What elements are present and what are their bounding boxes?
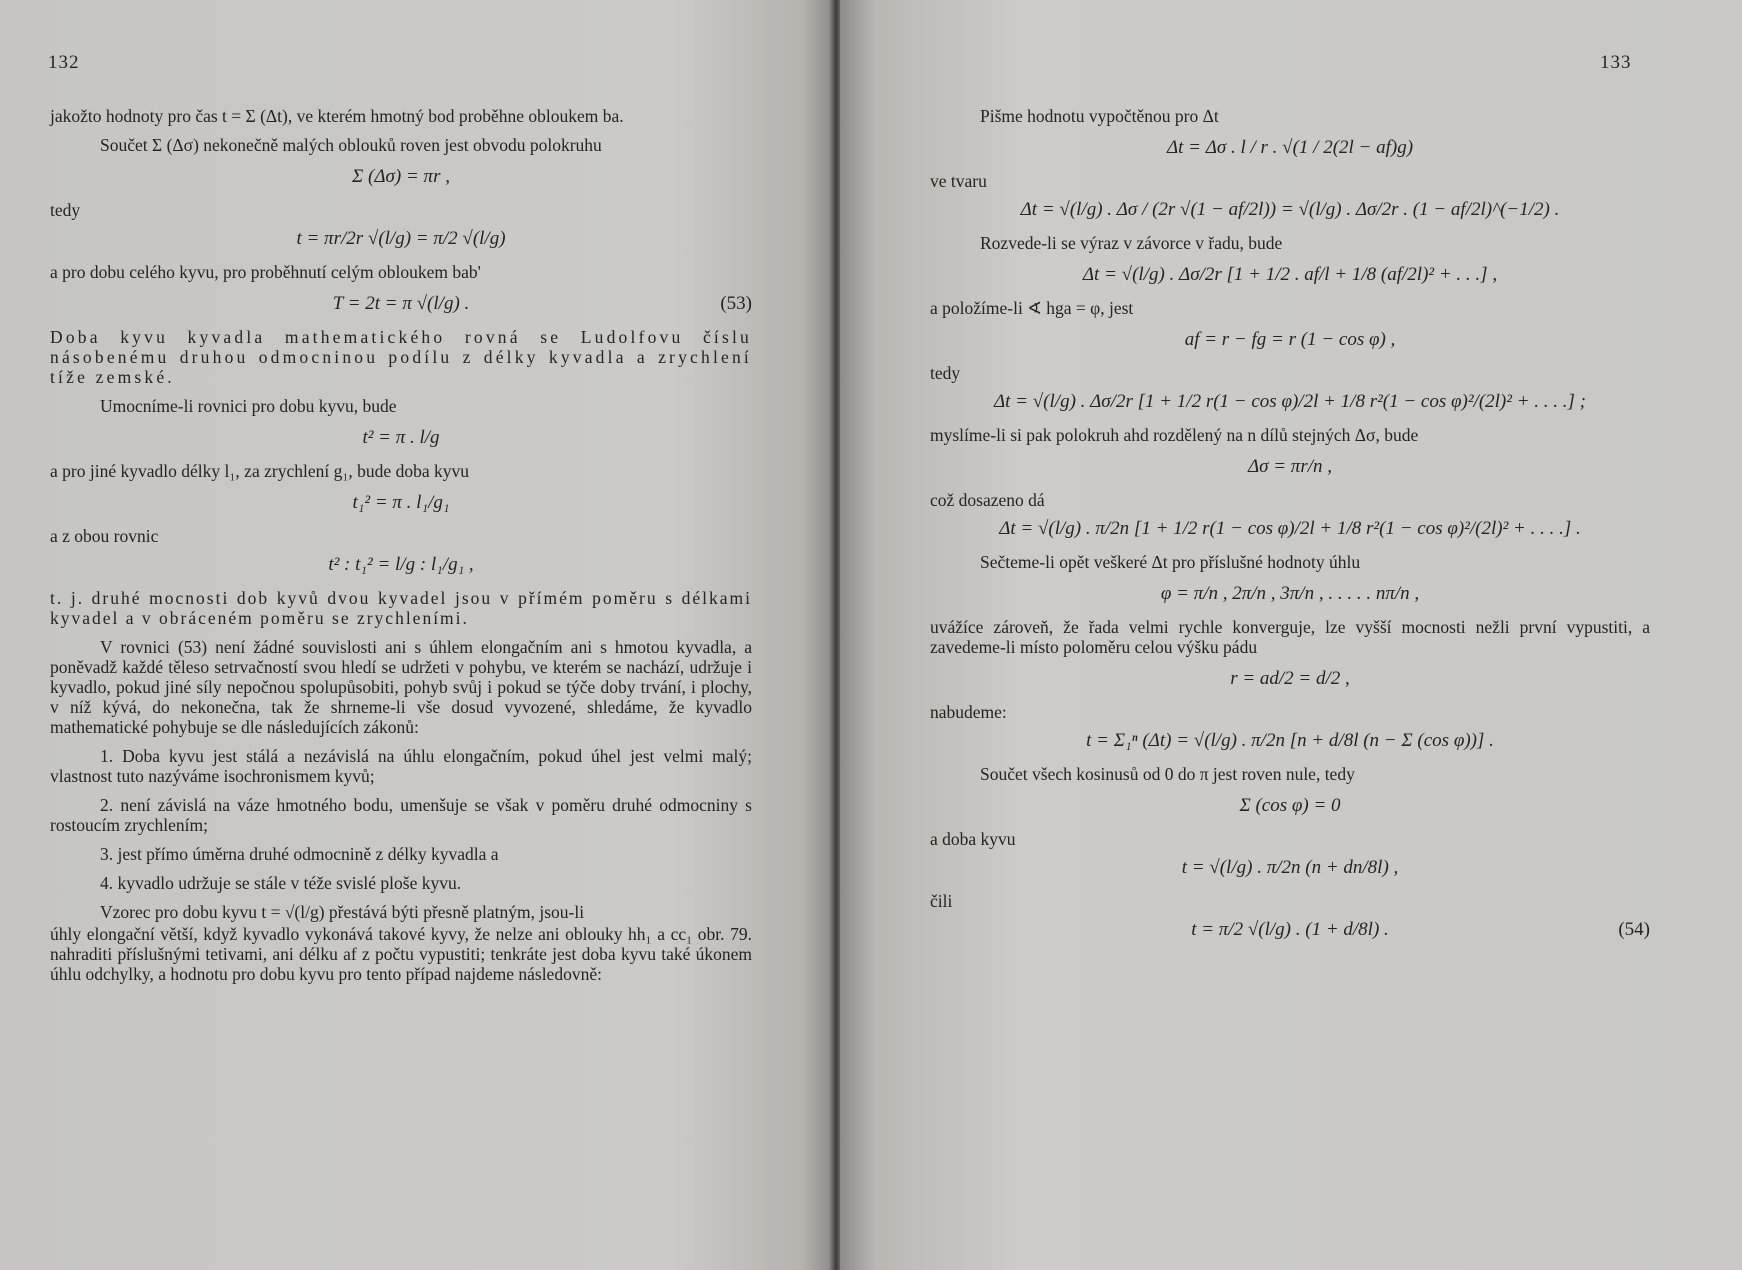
- equation: Δt = Δσ . l / r . √(1 / 2(2l − af)g): [1166, 137, 1414, 158]
- paragraph: úhly elongační větší, když kyvadlo vykonává takové kyvy, že nelze ani oblouky hh₁ a cc₁ obr. 79. nahraditi příslušnými tetivami, ani délku af z počtu vypustiti; tenkráte jest doba kyvu také úkonem úhlu odchylky, a hodnotu pro dobu kyvu pro tento případ najdeme následovně:: [50, 924, 752, 984]
- paragraph: Součet všech kosinusů od 0 do π jest roven nule, tedy: [980, 764, 1355, 784]
- label: čili: [930, 891, 953, 911]
- paragraph: Sečteme-li opět veškeré Δt pro příslušné hodnoty úhlu: [980, 552, 1361, 572]
- equation-body: t = π/2 √(l/g) . (1 + d/8l) .: [1191, 919, 1389, 940]
- label: tedy: [50, 200, 81, 220]
- equation: Σ (cos φ) = 0: [1239, 795, 1341, 816]
- law-statement: t. j. druhé mocnosti dob kyvů dvou kyvadel jsou v přímém poměru s délkami kyvadel a v obráceném poměru se zrychleními.: [50, 588, 752, 628]
- equation: Σ (Δσ) = πr ,: [352, 166, 450, 187]
- equation: Δt = √(l/g) . Δσ/2r [1 + 1/2 r(1 − cos φ)/2l + 1/8 r²(1 − cos φ)²/(2l)² + . . . .] ;: [994, 391, 1586, 412]
- label: což dosazeno dá: [930, 490, 1045, 510]
- left-text-column: [50, 106, 752, 993]
- equation: [50, 291, 752, 317]
- page-number: 133: [1600, 52, 1632, 73]
- equation: af = r − fg = r (1 − cos φ) ,: [1184, 329, 1396, 350]
- equation: Δσ = πr/n ,: [1247, 456, 1333, 477]
- page-number: 132: [48, 52, 80, 73]
- paragraph: myslíme-li si pak polokruh ahd rozdělený na n dílů stejných Δσ, bude: [930, 425, 1419, 445]
- equation-body: T = 2t = π √(l/g) .: [332, 293, 470, 314]
- equation: Δt = √(l/g) . Δσ / (2r √(1 − af/2l)) = √(l/g) . Δσ/2r . (1 − af/2l)^(−1/2) .: [1020, 199, 1560, 220]
- equation: t² = π . l/g: [362, 427, 440, 448]
- law-item: 3. jest přímo úměrna druhé odmocnině z délky kyvadla a: [100, 844, 499, 864]
- left-page: [0, 0, 835, 1270]
- equation: t² : t₁² = l/g : l₁/g₁ ,: [328, 554, 474, 575]
- label: a z obou rovnic: [50, 526, 159, 546]
- equation: φ = π/n , 2π/n , 3π/n , . . . . . nπ/n ,: [1160, 583, 1420, 604]
- paragraph: a pro jiné kyvadlo délky l₁, za zrychlení g₁, bude doba kyvu: [50, 461, 469, 481]
- paragraph: Rozvede-li se výraz v závorce v řadu, bude: [980, 233, 1283, 253]
- equation: t = √(l/g) . π/2n (n + dn/8l) ,: [1181, 857, 1399, 878]
- paragraph: a pro dobu celého kyvu, pro proběhnutí celým obloukem bab': [50, 262, 481, 282]
- paragraph: a položíme-li ∢ hga = φ, jest: [930, 298, 1134, 318]
- label: tedy: [930, 363, 961, 383]
- paragraph: Umocníme-li rovnici pro dobu kyvu, bude: [100, 396, 397, 416]
- right-text-column: [930, 106, 1650, 953]
- equation: t = πr/2r √(l/g) = π/2 √(l/g): [296, 228, 506, 249]
- paragraph: uvážíce zároveň, že řada velmi rychle konverguje, lze vyšší mocnosti nežli první vypustiti, a zavedeme-li místo poloměru celou výšku pádu: [930, 617, 1650, 657]
- label: nabudeme:: [930, 702, 1007, 722]
- law-item: 4. kyvadlo udržuje se stále v téže svislé ploše kyvu.: [100, 873, 462, 893]
- paragraph: jakožto hodnoty pro čas t = Σ (Δt), ve kterém hmotný bod proběhne obloukem ba.: [50, 106, 624, 126]
- equation: Δt = √(l/g) . π/2n [1 + 1/2 r(1 − cos φ)/2l + 1/8 r²(1 − cos φ)²/(2l)² + . . . .] .: [999, 518, 1581, 539]
- paragraph: Vzorec pro dobu kyvu t = √(l/g) přestává býti přesně platným, jsou-li: [100, 902, 585, 922]
- law-item: 2. není závislá na váze hmotného bodu, umenšuje se však v poměru druhé odmocniny s rostoucím zrychlením;: [50, 795, 752, 835]
- equation: r = ad/2 = d/2 ,: [1230, 668, 1350, 689]
- equation-number: (54): [1618, 919, 1650, 940]
- law-statement: Doba kyvu kyvadla mathematického rovná se Ludolfovu číslu násobenému druhou odmocninou podílu z délky kyvadla a zrychlení tíže zemské.: [50, 327, 752, 387]
- right-page: [840, 0, 1742, 1270]
- equation: Δt = √(l/g) . Δσ/2r [1 + 1/2 . af/l + 1/8 (af/2l)² + . . .] ,: [1082, 264, 1498, 285]
- paragraph: Pišme hodnotu vypočtěnou pro Δt: [980, 106, 1219, 126]
- equation: t = Σ₁ⁿ (Δt) = √(l/g) . π/2n [n + d/8l (n − Σ (cos φ))] .: [1086, 730, 1494, 751]
- paragraph: Součet Σ (Δσ) nekonečně malých oblouků roven jest obvodu polokruhu: [100, 135, 602, 155]
- label: a doba kyvu: [930, 829, 1016, 849]
- paragraph: V rovnici (53) není žádné souvislosti ani s úhlem elongačním ani s hmotou kyvadla, a poněvadž každé těleso setrvačností svou hledí se udržeti v pohybu, ve kterém se nachází, udržuje i kyvadlo, pokud jiné síly nepočnou spolupůsobiti, pohyb svůj i pokud se týče doby trvání, i plochy, v níž kývá, do nekonečna, tak že shrneme-li vše dosud vyvozené, shledáme, že kyvadlo mathematické pohybuje se dle následujících zákonů:: [50, 637, 752, 737]
- law-item: 1. Doba kyvu jest stálá a nezávislá na úhlu elongačním, pokud úhel jest velmi malý; vlastnost tuto nazýváme isochronismem kyvů;: [50, 746, 752, 786]
- equation: [930, 917, 1650, 943]
- equation-number: (53): [720, 293, 752, 314]
- label: ve tvaru: [930, 171, 987, 191]
- equation: t₁² = π . l₁/g₁: [352, 492, 450, 513]
